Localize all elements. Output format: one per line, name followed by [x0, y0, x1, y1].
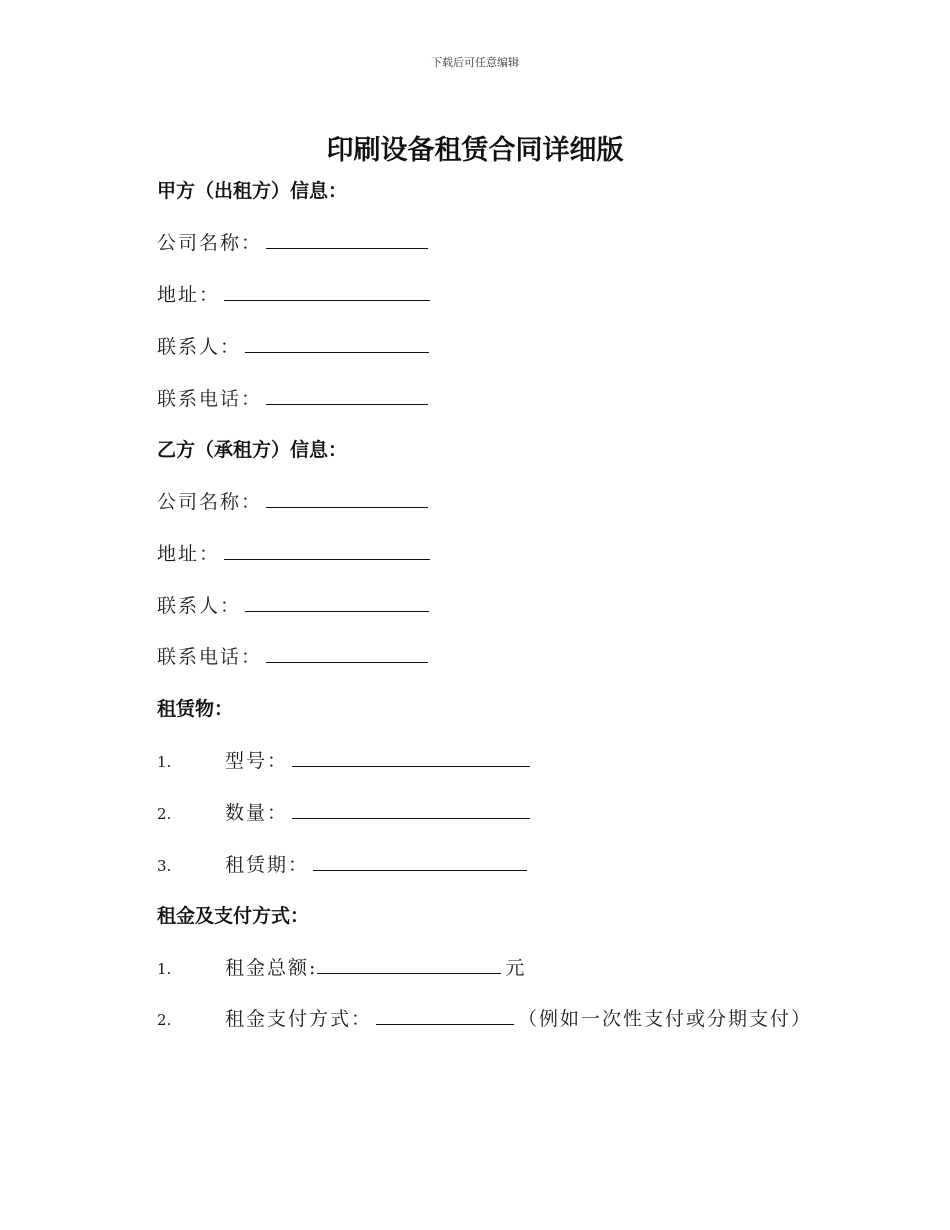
party-b-address-blank[interactable]: [224, 543, 430, 560]
party-a-contact-field: [157, 332, 433, 359]
party-a-phone-label: 联系电话：: [157, 388, 263, 410]
leased-item-term: [157, 850, 531, 877]
leased-item-quantity: [157, 798, 534, 825]
list-number: 2.: [157, 1011, 172, 1029]
party-a-contact-label: 联系人：: [157, 336, 242, 358]
rent-total-label: 租金总额:: [225, 957, 318, 979]
party-a-phone-blank[interactable]: [266, 388, 428, 405]
leased-item-heading: 租赁物：: [157, 698, 234, 720]
party-a-address-field: [157, 280, 434, 307]
leased-item-model: [157, 746, 534, 773]
list-number: 1.: [157, 960, 172, 978]
party-a-address-label: 地址：: [157, 284, 221, 306]
model-label: 型号：: [225, 750, 289, 772]
payment-method-label: 租金支付方式：: [225, 1008, 373, 1030]
document-title: 印刷设备租赁合同详细版: [326, 135, 624, 166]
party-b-company-field: [157, 487, 432, 514]
list-number: 1.: [157, 753, 172, 771]
party-a-address-blank[interactable]: [224, 284, 430, 301]
party-a-company-field: [157, 228, 432, 255]
rent-total-item: [157, 953, 526, 980]
model-blank[interactable]: [292, 750, 530, 767]
party-b-phone-label: 联系电话：: [157, 646, 263, 668]
payment-method-example: （例如一次性支付或分期支付）: [518, 1008, 813, 1030]
rent-total-blank[interactable]: [317, 957, 501, 974]
currency-unit: 元: [505, 957, 527, 979]
lease-term-blank[interactable]: [313, 854, 527, 871]
party-b-phone-field: [157, 642, 432, 669]
party-a-company-blank[interactable]: [266, 232, 428, 249]
lease-term-label: 租赁期：: [225, 854, 310, 876]
party-b-heading: 乙方（承租方）信息：: [157, 439, 348, 461]
party-a-phone-field: [157, 384, 432, 411]
quantity-label: 数量：: [225, 802, 289, 824]
party-a-heading: 甲方（出租方）信息：: [157, 180, 348, 202]
party-b-address-field: [157, 539, 434, 566]
party-b-phone-blank[interactable]: [266, 646, 428, 663]
payment-method-blank[interactable]: [376, 1008, 514, 1025]
party-a-contact-blank[interactable]: [245, 336, 429, 353]
list-number: 3.: [157, 857, 172, 875]
party-a-company-label: 公司名称：: [157, 232, 263, 254]
rent-payment-heading: 租金及支付方式：: [157, 905, 310, 927]
payment-method-item: [157, 1004, 812, 1031]
party-b-contact-label: 联系人：: [157, 595, 242, 617]
list-number: 2.: [157, 805, 172, 823]
party-b-contact-blank[interactable]: [245, 595, 429, 612]
header-note: 下载后可任意编辑: [431, 56, 519, 69]
party-b-company-label: 公司名称：: [157, 491, 263, 513]
party-b-address-label: 地址：: [157, 543, 221, 565]
party-b-company-blank[interactable]: [266, 491, 428, 508]
party-b-contact-field: [157, 591, 433, 618]
quantity-blank[interactable]: [292, 802, 530, 819]
